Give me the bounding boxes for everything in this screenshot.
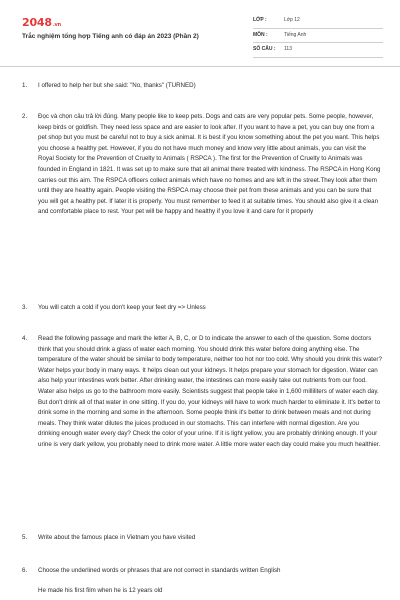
meta-label: LỚP : [253, 17, 267, 23]
question-text: Read the following passage and mark the letter A, B, C, or D to indicate the answer to each of the question. Some doctors think that you should drink a glass of water each morning. You should drink this water before doing anything else. The temperature of the water should be similar to body temperature, neither too hot nor too cold. Why should you drink this water? Water helps your body in many ways. It helps clean out your kidneys. It helps prepare your stomach for digestion. Water can also help your intestines work better. After drinking water, the intestines can more easily take out nutrients from our food. Water also helps us go to the bathroom more easily. Scientists suggest that people take in 1,600 milliliters of water each day. But don't drink all of that water in one sitting. If you do, your kidneys will have to work much harder to eliminate it. It's better to drink some in the morning and some in the afternoon. Some people think it's better to drink between meals and not during meals. They think water dilutes the juices produced in our stomachs. This can interfere with normal digestion. Are you drinking enough water every day? Check the color of your urine. If it is light yellow, you are probably drinking enough. If your urine is very dark yellow, you probably need to drink more water. A little more water each day could make you much healthier. [38, 335, 382, 448]
question-sentence: He made his first film when he is 12 years old [38, 586, 163, 594]
question-number: 2. [22, 113, 28, 120]
page-header [0, 0, 400, 64]
page-title: Trắc nghiệm tổng hợp Tiếng anh có đáp án 2023 (Phần 2) [22, 33, 199, 40]
meta-panel [253, 14, 383, 58]
question-item [22, 334, 382, 451]
question-item [22, 303, 382, 314]
logo-domain: .vn [52, 22, 61, 28]
question-item [22, 533, 382, 544]
meta-label: SỐ CÂU : [253, 46, 276, 52]
question-number: 3. [22, 304, 28, 311]
meta-value: 113 [284, 46, 292, 52]
question-number: 4. [22, 335, 28, 342]
site-logo[interactable] [22, 16, 61, 29]
question-text: I offered to help her but she said: "No, thanks" (TURNED) [38, 82, 196, 89]
question-item [22, 81, 382, 92]
meta-value: Tiếng Anh [284, 31, 307, 38]
question-text: You will catch a cold if you don't keep your feet dry => Unless [38, 304, 206, 311]
meta-value: Lớp 12 [284, 17, 300, 23]
question-text: Đọc và chọn câu trả lời đúng. Many people like to keep pets. Dogs and cats are very popular pets. Some people, however, keep birds or goldfish. They need less space and are easier to look after. If you want to have a pet, you can buy one from a pet shop but you must be careful not to buy a sick animal. It is best if you know something about the pet you want. This helps you choose a healthy pet. However, if you do not have much money and know very little about animals, you can visit the Royal Society for the Prevention of Cruelty to Animals ( RSPCA ). The first for the Prevention of Cruelty to Animals was founded in England in 1821. It was set up to make sure that all animal there treated with kindness. The RSPCA in Hong Kong carries out this aim. The RSPCA officers collect animals which have no homes and are left in the street.They look after them until they are healthy again. People visiting the RSPCA may choose their pet from these animals and you can be sure that you will get a healthy pet. If later it is properly. You must remember to feed it at suitable times. You should also give it a clean and comfortable place to rest. Your pet will be happy and healthy if you love it and care for it properly [38, 113, 381, 216]
meta-row-class [253, 14, 383, 29]
question-number: 5. [22, 534, 28, 541]
header-divider [0, 66, 400, 67]
question-item [22, 566, 382, 596]
question-text: Choose the underlined words or phrases that are not correct in standards written English [38, 567, 281, 574]
meta-row-count [253, 43, 383, 58]
meta-label: MÔN : [253, 31, 268, 38]
meta-row-subject [253, 29, 383, 44]
question-number: 6. [22, 567, 28, 574]
question-number: 1. [22, 82, 28, 89]
question-text: Write about the famous place in Vietnam you have visited [38, 534, 196, 541]
logo-text: 2048 [22, 16, 52, 29]
question-item [22, 112, 382, 218]
